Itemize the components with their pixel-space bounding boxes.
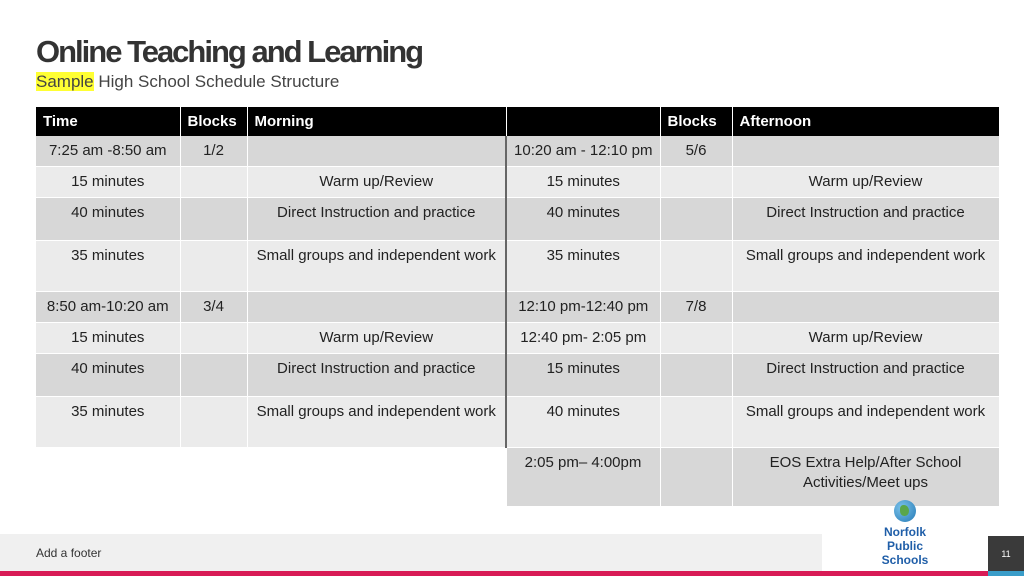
table-cell: [660, 448, 732, 507]
table-cell: 3/4: [180, 292, 247, 323]
table-cell: 1/2: [180, 136, 247, 167]
table-cell: Direct Instruction and practice: [732, 354, 999, 397]
table-cell: [660, 323, 732, 354]
header-blocks-pm: Blocks: [660, 107, 732, 136]
table-cell: 40 minutes: [506, 397, 660, 448]
table-cell: [660, 397, 732, 448]
footer-accent-line: [0, 571, 988, 576]
table-cell: 35 minutes: [36, 241, 180, 292]
table-cell: 10:20 am - 12:10 pm: [506, 136, 660, 167]
table-row: [36, 323, 999, 354]
subtitle-text: High School Schedule Structure: [93, 72, 340, 91]
table-cell: 15 minutes: [36, 323, 180, 354]
footer-text[interactable]: Add a footer: [36, 546, 102, 560]
table-cell: [660, 354, 732, 397]
table-cell: Direct Instruction and practice: [247, 198, 506, 241]
logo-line: Norfolk: [884, 525, 926, 539]
table-cell: Warm up/Review: [247, 323, 506, 354]
table-cell: 7/8: [660, 292, 732, 323]
table-cell: Small groups and independent work: [247, 397, 506, 448]
page-number: 11: [988, 536, 1024, 576]
table-cell: 2:05 pm– 4:00pm: [506, 448, 660, 507]
table-cell: 40 minutes: [506, 198, 660, 241]
header-afternoon-time: [506, 107, 660, 136]
slide-subtitle: [36, 72, 339, 92]
table-cell: [180, 167, 247, 198]
table-cell: [247, 448, 506, 507]
logo-line: Schools: [881, 553, 929, 567]
table-cell: 15 minutes: [506, 167, 660, 198]
table-cell: [732, 136, 999, 167]
table-cell: [247, 292, 506, 323]
table-row: [36, 397, 999, 448]
table-row: [36, 198, 999, 241]
table-cell: 7:25 am -8:50 am: [36, 136, 180, 167]
table-cell: [732, 292, 999, 323]
table-cell: 5/6: [660, 136, 732, 167]
table-cell: [660, 198, 732, 241]
header-afternoon: Afternoon: [732, 107, 999, 136]
table-cell: Warm up/Review: [247, 167, 506, 198]
header-morning: Morning: [247, 107, 506, 136]
globe-icon: [894, 500, 916, 522]
table-row: [36, 241, 999, 292]
table-cell: 35 minutes: [506, 241, 660, 292]
table-row: [36, 354, 999, 397]
header-time: Time: [36, 107, 180, 136]
school-logo: [872, 500, 938, 567]
table-cell: 12:10 pm-12:40 pm: [506, 292, 660, 323]
table-cell: [180, 323, 247, 354]
table-cell: EOS Extra Help/After School Activities/Meet ups: [732, 448, 999, 507]
slide-title: Online Teaching and Learning: [36, 34, 423, 69]
table-row: [36, 292, 999, 323]
table-cell: 40 minutes: [36, 198, 180, 241]
header-blocks: Blocks: [180, 107, 247, 136]
table-row: [36, 136, 999, 167]
schedule-table: [36, 107, 1000, 507]
table-cell: Small groups and independent work: [732, 397, 999, 448]
page-number-accent: [988, 571, 1024, 576]
table-cell: Direct Instruction and practice: [247, 354, 506, 397]
table-row: [36, 448, 999, 507]
table-cell: Warm up/Review: [732, 167, 999, 198]
table-cell: Small groups and independent work: [732, 241, 999, 292]
table-row: [36, 167, 999, 198]
table-cell: [180, 241, 247, 292]
table-cell: 15 minutes: [506, 354, 660, 397]
table-header-row: [36, 107, 999, 136]
table-cell: Small groups and independent work: [247, 241, 506, 292]
table-cell: Direct Instruction and practice: [732, 198, 999, 241]
footer-band: [0, 534, 822, 572]
table-cell: 40 minutes: [36, 354, 180, 397]
subtitle-highlight: Sample: [36, 72, 94, 91]
table-cell: Warm up/Review: [732, 323, 999, 354]
table-cell: [180, 354, 247, 397]
table-cell: 8:50 am-10:20 am: [36, 292, 180, 323]
table-cell: 35 minutes: [36, 397, 180, 448]
table-cell: [660, 241, 732, 292]
table-cell: 15 minutes: [36, 167, 180, 198]
table-cell: [180, 448, 247, 507]
table-cell: [180, 198, 247, 241]
table-cell: 12:40 pm- 2:05 pm: [506, 323, 660, 354]
table-cell: [36, 448, 180, 507]
logo-line: Public: [886, 539, 923, 553]
table-cell: [180, 397, 247, 448]
table-cell: [247, 136, 506, 167]
table-cell: [660, 167, 732, 198]
